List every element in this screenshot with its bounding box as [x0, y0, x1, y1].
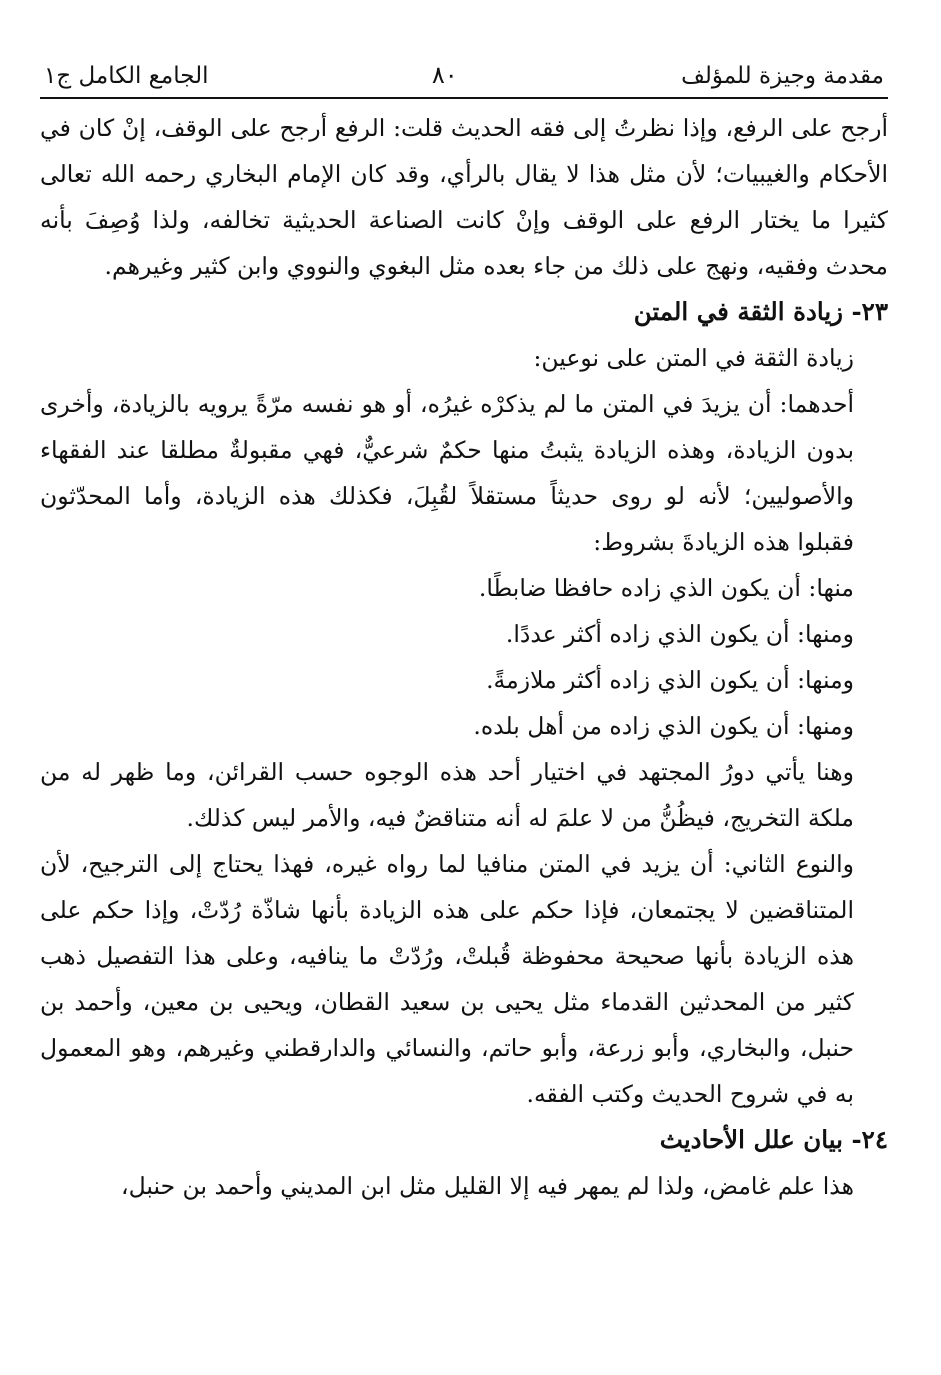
condition-1: منها: أن يكون الذي زاده حافظا ضابطًا.	[478, 574, 854, 602]
document-page	[40, 60, 888, 1209]
section-heading-23: ٢٣- زيادة الثقة في المتن	[633, 297, 888, 326]
condition-2: ومنها: أن يكون الذي زاده أكثر عددًا.	[505, 620, 854, 648]
paragraph-2: زيادة الثقة في المتن على نوعين:	[533, 344, 854, 372]
paragraph-6: هذا علم غامض، ولذا لم يمهر فيه إلا القليل مثل ابن المديني وأحمد بن حنبل،	[121, 1172, 854, 1200]
section-heading-24: ٢٤- بيان علل الأحاديث	[659, 1125, 888, 1154]
paragraph-4: وهنا يأتي دورُ المجتهد في اختيار أحد هذه الوجوه حسب القرائن، وما ظهر له من ملكة التخريج، فيظُنُّ من لا علمَ له أنه متناقضٌ فيه، والأمر ليس كذلك.	[40, 758, 854, 832]
paragraph-5: والنوع الثاني: أن يزيد في المتن منافيا لما رواه غيره، فهذا يحتاج إلى الترجيح، لأن المتناقضين لا يجتمعان، فإذا حكم على هذه الزيادة بأنها شاذّة رُدّتْ، وإذا حكم على هذه الزيادة بأنها صحيحة محفوظة قُبلتْ، ورُدّتْ ما ينافيه، وعلى هذا التفصيل ذهب كثير من المحدثين القدماء مثل يحيى بن سعيد القطان، ويحيى بن معين، وأحمد بن حنبل، والبخاري، وأبو زرعة، وأبو حاتم، والنسائي والدارقطني وغيرهم، وهو المعمول به في شروح الحديث وكتب الفقه.	[40, 850, 854, 1108]
header-book-title: الجامع الكامل ج١	[44, 63, 209, 89]
paragraph-1: أرجح على الرفع، وإذا نظرتُ إلى فقه الحديث قلت: الرفع أرجح على الوقف، إنْ كان في الأحكام والغيبيات؛ لأن مثل هذا لا يقال بالرأي، وقد كان الإمام البخاري رحمه الله تعالى كثيرا ما يختار الرفع على الوقف وإنْ كانت الصناعة الحديثية تخالفه، ولذا وُصِفَ بأنه محدث وفقيه، ونهج على ذلك من جاء بعده مثل البغوي والنووي وابن كثير وغيرهم.	[40, 114, 888, 280]
condition-3: ومنها: أن يكون الذي زاده أكثر ملازمةً.	[486, 666, 854, 694]
header-section-title: مقدمة وجيزة للمؤلف	[681, 63, 884, 89]
condition-4: ومنها: أن يكون الذي زاده من أهل بلده.	[473, 712, 854, 740]
page-body	[40, 105, 888, 1209]
page-header	[40, 60, 888, 99]
page-number: ٨٠	[431, 61, 458, 89]
paragraph-3: أحدهما: أن يزيدَ في المتن ما لم يذكرْه غيرُه، أو هو نفسه مرّةً يرويه بالزيادة، وأخرى بدون الزيادة، وهذه الزيادة يثبتُ منها حكمٌ شرعيٌّ، فهي مقبولةٌ مطلقا عند الفقهاء والأصوليين؛ لأنه لو روى حديثاً مستقلاً لقُبِلَ، فكذلك هذه الزيادة، وأما المحدّثون فقبلوا هذه الزيادةَ بشروط:	[40, 390, 854, 556]
